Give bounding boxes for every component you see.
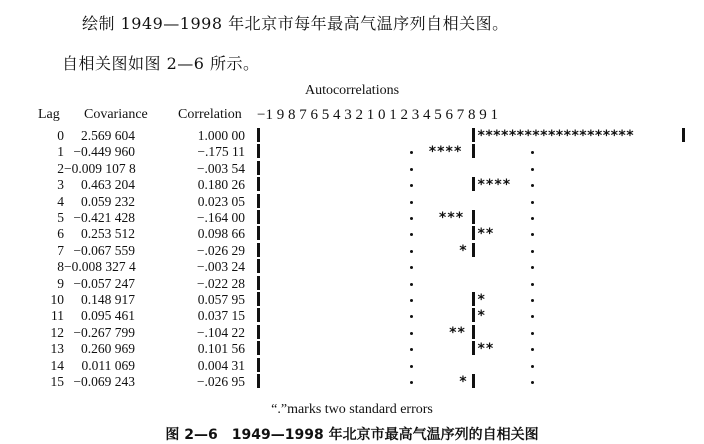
table-row — [0, 308, 704, 324]
zero-line-bar — [472, 243, 475, 257]
standard-error-footnote: “.”marks two standard errors — [271, 402, 433, 417]
table-row — [0, 128, 704, 144]
correlation-cell: −.175 11 — [197, 144, 245, 160]
zero-line-bar — [472, 341, 475, 355]
correlation-stars: **** — [477, 177, 511, 194]
standard-error-dot-right — [531, 381, 534, 384]
standard-error-dot-left — [410, 151, 413, 154]
lag-cell: 4 — [57, 193, 64, 209]
correlation-stars: ** — [477, 226, 494, 243]
covariance-cell: −0.421 428 — [73, 210, 135, 225]
standard-error-dot-left — [410, 315, 413, 318]
left-border-bar — [257, 161, 260, 175]
left-border-bar — [257, 128, 260, 142]
standard-error-dot-right — [531, 283, 534, 286]
lag-cell: 5 — [57, 210, 64, 225]
correlation-stars: * — [458, 242, 468, 259]
correlation-stars: ** — [477, 341, 494, 358]
correlation-cell: −.164 00 — [196, 210, 245, 225]
correlation-cell: −.022 28 — [196, 275, 245, 291]
lag-cell: 1 — [57, 144, 64, 160]
table-row — [0, 194, 704, 210]
standard-error-dot-right — [531, 250, 534, 253]
standard-error-dot-left — [410, 217, 413, 220]
zero-line-bar — [472, 128, 475, 142]
correlation-cell: −.003 24 — [196, 259, 245, 275]
correlation-cell: 0.180 26 — [197, 177, 245, 193]
correlation-cell: −.104 22 — [196, 324, 245, 340]
standard-error-dot-right — [531, 201, 534, 204]
zero-line-bar — [472, 177, 475, 191]
zero-line-bar — [472, 374, 475, 388]
correlation-stars: **** — [428, 144, 462, 161]
table-row — [0, 341, 704, 357]
covariance-cell: −0.057 247 — [73, 275, 135, 291]
zero-line-bar — [472, 226, 475, 240]
standard-error-dot-left — [410, 299, 413, 302]
table-row — [0, 292, 704, 308]
table-row — [0, 276, 704, 292]
left-border-bar — [257, 194, 260, 208]
table-row — [0, 374, 704, 390]
correlation-cell: −.003 54 — [196, 160, 245, 176]
left-border-bar — [257, 358, 260, 372]
zero-line-bar — [472, 144, 475, 158]
standard-error-dot-left — [410, 365, 413, 368]
lag-cell: 9 — [57, 275, 64, 291]
covariance-cell: 0.260 969 — [81, 341, 135, 357]
correlation-cell: 0.057 95 — [197, 292, 245, 307]
correlation-cell: 0.004 31 — [197, 357, 245, 373]
correlation-cell: −.026 95 — [196, 374, 245, 389]
covariance-cell: −0.069 243 — [73, 374, 135, 389]
table-row — [0, 358, 704, 374]
covariance-cell: −0.449 960 — [73, 144, 135, 160]
correlation-stars: * — [458, 374, 468, 390]
correlation-stars: * — [477, 308, 486, 325]
left-border-bar — [257, 259, 260, 273]
covariance-cell: −0.267 799 — [73, 324, 135, 340]
standard-error-dot-right — [531, 217, 534, 220]
standard-error-dot-left — [410, 250, 413, 253]
left-border-bar — [257, 325, 260, 339]
standard-error-dot-left — [410, 184, 413, 187]
standard-error-dot-left — [410, 168, 413, 171]
correlation-cell: 0.098 66 — [197, 226, 245, 242]
table-row — [0, 243, 704, 259]
header-covariance: Covariance — [84, 107, 148, 122]
correlation-cell: −.026 29 — [196, 242, 245, 258]
body-text-line-1: 绘制 1949—1998 年北京市每年最高气温序列自相关图。 — [82, 14, 509, 33]
standard-error-dot-right — [531, 151, 534, 154]
lag-cell: 10 — [50, 292, 64, 307]
lag-cell: 2 — [57, 160, 64, 176]
lag-cell: 3 — [57, 177, 64, 193]
correlation-stars: * — [477, 292, 486, 308]
correlation-cell: 0.101 56 — [197, 341, 245, 357]
standard-error-dot-right — [531, 365, 534, 368]
lag-cell: 7 — [57, 242, 64, 258]
standard-error-dot-right — [531, 332, 534, 335]
left-border-bar — [257, 210, 260, 224]
body-text-line-2: 自相关图如图 2—6 所示。 — [62, 54, 260, 73]
lag-cell: 13 — [50, 341, 64, 357]
figure-caption: 图 2—6 1949—1998 年北京市最高气温序列的自相关图 — [165, 427, 539, 443]
zero-line-bar — [472, 325, 475, 339]
zero-line-bar — [472, 308, 475, 322]
covariance-cell: −0.008 327 4 — [64, 259, 136, 275]
left-border-bar — [257, 308, 260, 322]
table-row — [0, 210, 704, 226]
standard-error-dot-right — [531, 184, 534, 187]
right-border-bar — [682, 128, 685, 142]
left-border-bar — [257, 177, 260, 191]
standard-error-dot-right — [531, 315, 534, 318]
standard-error-dot-right — [531, 233, 534, 236]
lag-cell: 11 — [51, 308, 64, 324]
covariance-cell: 0.059 232 — [81, 193, 135, 209]
correlation-cell: 1.000 00 — [197, 128, 245, 143]
left-border-bar — [257, 276, 260, 290]
correlation-cell: 0.037 15 — [197, 308, 245, 324]
covariance-cell: 0.253 512 — [81, 226, 135, 242]
correlation-scale: −1 9 8 7 6 5 4 3 2 1 0 1 2 3 4 5 6 7 8 9 1 — [257, 107, 498, 123]
lag-cell: 8 — [57, 259, 64, 275]
standard-error-dot-right — [531, 348, 534, 351]
correlation-stars: ** — [448, 324, 466, 341]
table-row — [0, 325, 704, 341]
lag-cell: 12 — [50, 324, 64, 340]
lag-cell: 6 — [57, 226, 64, 242]
standard-error-dot-right — [531, 299, 534, 302]
standard-error-dot-left — [410, 283, 413, 286]
covariance-cell: 0.095 461 — [81, 308, 135, 324]
table-row — [0, 177, 704, 193]
header-correlation: Correlation — [178, 107, 242, 122]
left-border-bar — [257, 226, 260, 240]
lag-cell: 0 — [57, 128, 64, 143]
left-border-bar — [257, 144, 260, 158]
correlation-stars: *** — [438, 210, 464, 226]
autocorrelations-title: Autocorrelations — [304, 83, 400, 98]
zero-line-bar — [472, 292, 475, 306]
covariance-cell: 0.011 069 — [81, 357, 135, 373]
standard-error-dot-right — [531, 266, 534, 269]
table-row — [0, 161, 704, 177]
standard-error-dot-right — [531, 168, 534, 171]
covariance-cell: 0.463 204 — [81, 177, 135, 193]
covariance-cell: −0.009 107 8 — [64, 160, 136, 176]
standard-error-dot-left — [410, 201, 413, 204]
correlation-stars: ******************** — [477, 128, 634, 144]
table-row — [0, 259, 704, 275]
standard-error-dot-left — [410, 348, 413, 351]
table-row — [0, 226, 704, 242]
covariance-cell: 0.148 917 — [81, 292, 135, 307]
standard-error-dot-left — [410, 381, 413, 384]
lag-cell: 14 — [50, 357, 64, 373]
left-border-bar — [257, 292, 260, 306]
standard-error-dot-left — [410, 266, 413, 269]
standard-error-dot-left — [410, 233, 413, 236]
table-row — [0, 144, 704, 160]
header-lag: Lag — [38, 107, 60, 122]
covariance-cell: 2.569 604 — [81, 128, 135, 143]
correlation-cell: 0.023 05 — [197, 193, 245, 209]
left-border-bar — [257, 243, 260, 257]
left-border-bar — [257, 341, 260, 355]
lag-cell: 15 — [50, 374, 64, 389]
left-border-bar — [257, 374, 260, 388]
covariance-cell: −0.067 559 — [73, 242, 135, 258]
zero-line-bar — [472, 210, 475, 224]
standard-error-dot-left — [410, 332, 413, 335]
